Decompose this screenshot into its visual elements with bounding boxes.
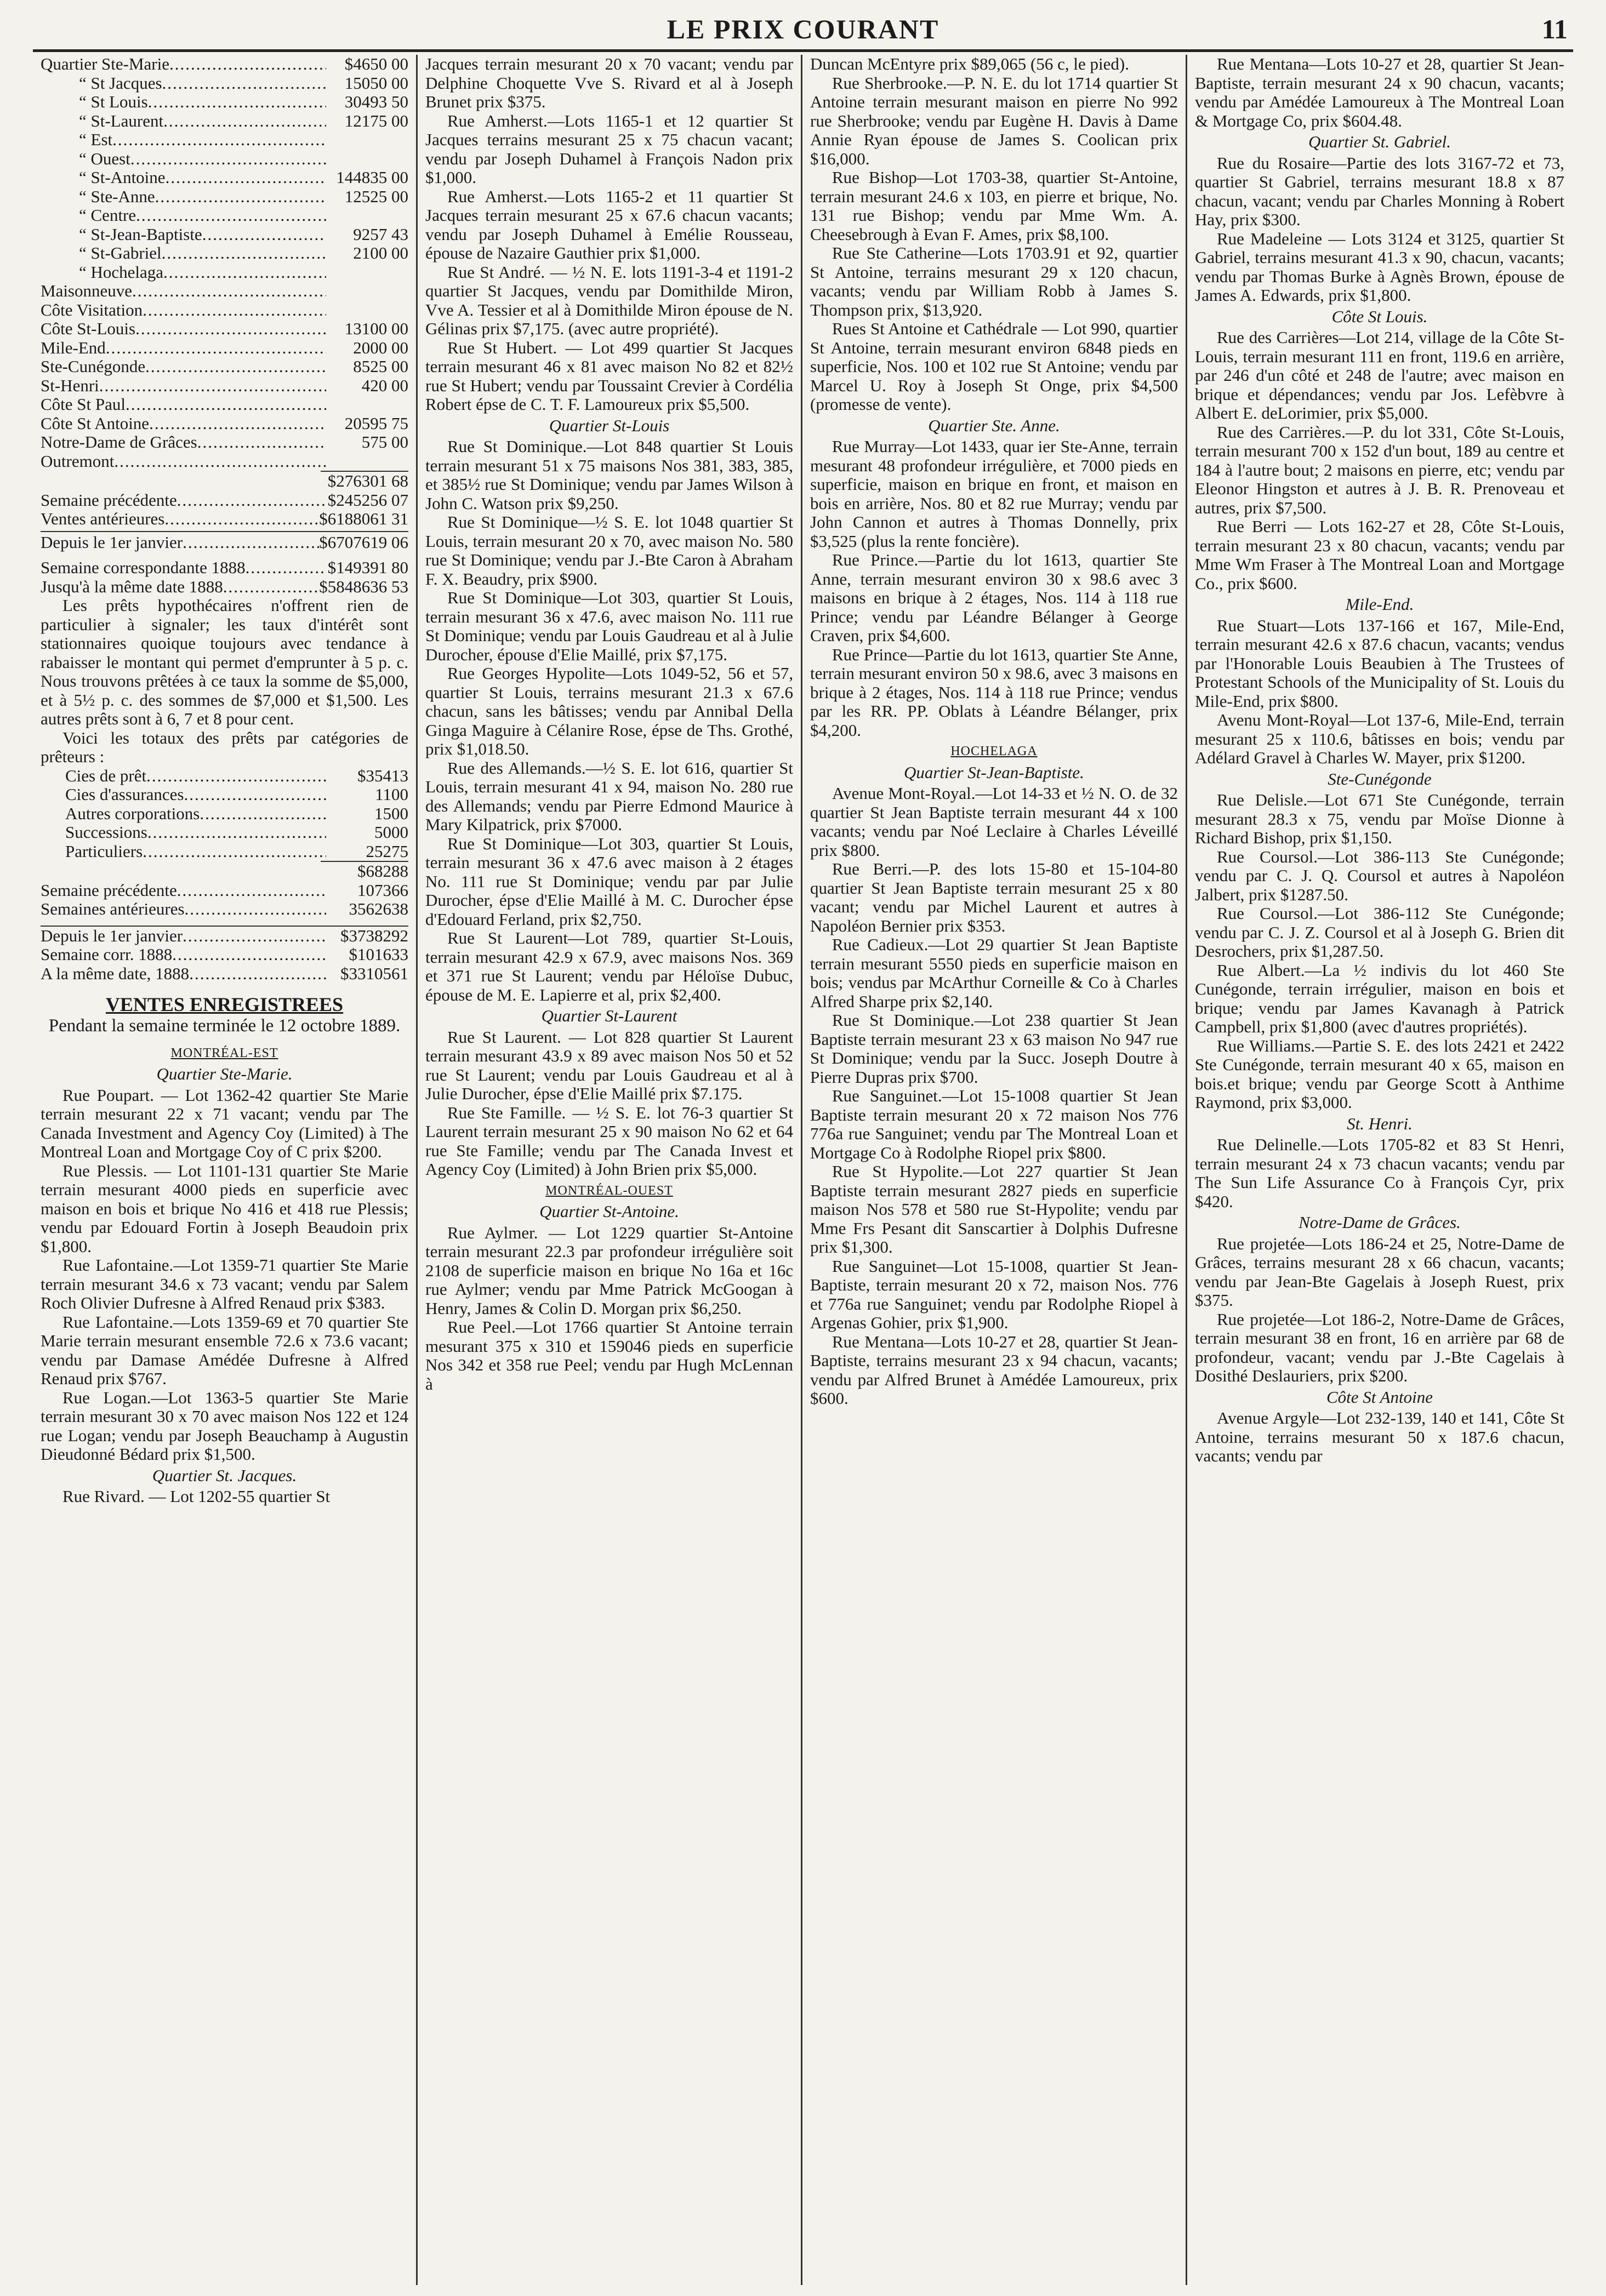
- stat-label: Côte Visitation: [41, 300, 143, 319]
- sale-entry: Rue Mentana—Lots 10-27 et 28, quartier St Jean-Baptiste, terrains mesurant 23 x 94 chacun, vacants; vendu par Alfred Brunet à Amédée Lamoureux, prix $600.: [810, 1332, 1178, 1408]
- sale-entry: Rue Plessis. — Lot 1101-131 quartier Ste Marie terrain mesurant 4000 pieds en superficie avec maison en bois et brique No 416 et 418 rue Plessis; vendu par Edouard Fortin à Joseph Beaudoin prix $1,800.: [41, 1161, 408, 1256]
- stat-label: Quartier Ste-Marie: [41, 55, 169, 73]
- column-1: [33, 55, 418, 2285]
- stat-row: [41, 339, 408, 358]
- ward-heading: St. Henri.: [1347, 1113, 1413, 1133]
- stat-row: [41, 395, 408, 414]
- stat-value: 420 00: [361, 375, 408, 395]
- stat-row: [41, 510, 408, 529]
- sale-entry: Rue Amherst.—Lots 1165-1 et 12 quartier St Jacques terrains mesurant 25 x 75 chacun vacant; vendu par Joseph Duhamel à François Nadon prix $1,000.: [425, 111, 793, 187]
- sale-entry: Rue Stuart—Lots 137-166 et 167, Mile-End, terrain mesurant 42.6 x 87.6 chacun, vacants; vendus par l'Honorable Louis Beaubien à The Trustees of Protestant Schools of the Municipality of St. Louis du Mile-End, prix $800.: [1195, 615, 1564, 711]
- stat-row: [41, 900, 408, 919]
- sale-entry: Rue des Allemands.—½ S. E. lot 616, quartier St Louis, terrain mesurant 41 x 94, maison No. 280 rue des Allemands; vendu par Pierre Edmond Maurice à Mary Kilpatrick, prix $7000.: [425, 758, 793, 834]
- stat-value: $3738292: [340, 926, 408, 945]
- sale-entry: Rue Logan.—Lot 1363-5 quartier Ste Marie terrain mesurant 30 x 70 avec maison Nos 122 et 124 rue Logan; vendu par Joseph Beauchamp à Augustin Dieudonné Bédard prix $1,500.: [41, 1387, 408, 1464]
- stat-row: [41, 927, 408, 946]
- ward-heading: Quartier St-Antoine.: [539, 1202, 679, 1221]
- masthead: [33, 10, 1573, 52]
- district-heading: HOCHELAGA: [950, 744, 1038, 758]
- stat-row: [41, 55, 408, 74]
- column-2: [418, 55, 802, 2285]
- stat-row: [41, 74, 408, 93]
- sale-entry: Rue Madeleine — Lots 3124 et 3125, quartier St Gabriel, terrains mesurant 41.3 x 90, chacun, vacants; vendu par Thomas Burke à Agnès Brown, épouse de James A. Edwards, prix $1,800.: [1195, 229, 1564, 305]
- sale-entry: Rue des Carrières.—P. du lot 331, Côte St-Louis, terrain mesurant 700 x 152 d'un bout, 189 au centre et 184 à l'autre bout; 2 maisons en pierre, etc; vendu par Eleonor Hingston et autres à J. B. R. Prenoveau et autres, prix $7,500.: [1195, 422, 1564, 517]
- stat-row: [41, 414, 408, 433]
- stat-row: [41, 263, 408, 282]
- sale-entry: Duncan McEntyre prix $89,065 (56 c, le pied).: [810, 55, 1129, 73]
- stat-label: Notre-Dame de Grâces: [41, 432, 197, 452]
- ward-heading: Côte St Antoine: [1326, 1387, 1433, 1407]
- stat-row: [41, 319, 408, 339]
- sale-entry: Rue Lafontaine.—Lot 1359-71 quartier Ste Marie terrain mesurant 34.6 x 73 vacant; vendu par Salem Roch Olivier Dufresne à Alfred Renaud prix $383.: [41, 1255, 408, 1312]
- stat-row: [41, 187, 408, 207]
- stat-value: 2000 00: [353, 338, 408, 357]
- stat-value: 5000: [374, 823, 408, 842]
- sale-entry: Rue Delinelle.—Lots 1705-82 et 83 St Henri, terrain mesurant 24 x 73 chacun vacants; vendu par The Sun Life Assurance Co à François Cyr, prix $420.: [1195, 1135, 1564, 1211]
- stat-row: [41, 206, 408, 225]
- stat-value: 1500: [374, 803, 408, 823]
- sale-entry: Rue Prince.—Partie du lot 1613, quartier Ste Anne, terrain mesurant environ 30 x 98.6 avec 3 maisons en brique à 2 étages, Nos. 114 à 118 rue Prince; vendu par Léandre Bélanger à George Craven, prix $4,600.: [810, 550, 1178, 645]
- stat-value: 13100 00: [344, 319, 408, 338]
- newspaper-title: LE PRIX COURANT: [667, 14, 939, 44]
- stat-row: [41, 168, 408, 187]
- sale-entry: Rue Aylmer. — Lot 1229 quartier St-Antoine terrain mesurant 22.3 par profondeur irrégulière soit 2108 de superficie maison en brique No 16a et 16c rue Aylmer; vendu par Mme Patrick McGoogan à Henry, James & Colin D. Morgan prix $6,250.: [425, 1223, 793, 1318]
- stat-value: 25275: [366, 841, 408, 861]
- stat-label: Semaine précédente: [41, 490, 177, 510]
- stat-row: [41, 785, 408, 804]
- stat-row: [41, 225, 408, 244]
- stat-value: $35413: [357, 766, 408, 785]
- ward-heading: Notre-Dame de Grâces.: [1299, 1213, 1461, 1232]
- sale-entry: Rue Rivard. — Lot 1202-55 quartier St: [62, 1487, 331, 1506]
- stat-label: Semaine correspondante 1888: [41, 558, 246, 577]
- sale-entry: Rue des Carrières—Lot 214, village de la Côte St-Louis, terrain mesurant 111 en front, 119.6 en arrière, par 246 d'un côté et 248 de l'autre; avec maison en brique et dépendances; vendu par Jos. Lefèbvre à Albert E. deLorimier, prix $5,000.: [1195, 328, 1564, 422]
- sale-entry: Rue Sherbrooke.—P. N. E. du lot 1714 quartier St Antoine terrain mesurant maison en pierre No 992 rue Sherbrooke; vendu par Eugène H. Davis à Dame Annie Ryan épouse de James S. Coolican prix $16,000.: [810, 73, 1178, 168]
- sale-entry: Rue Peel.—Lot 1766 quartier St Antoine terrain mesurant 375 x 310 et 159046 pieds en superficie Nos 342 et 358 rue Peel; vendu par Hugh McLennan à: [425, 1317, 793, 1393]
- stat-row: [41, 433, 408, 452]
- sale-entry: Avenue Mont-Royal.—Lot 14-33 et ½ N. O. de 32 quartier St Jean Baptiste terrain mesurant 44 x 100 vacants; vendu par Noé Leclaire à Charles Léveillé prix $800.: [810, 784, 1178, 860]
- sales-heading: VENTES ENREGISTREES: [105, 993, 344, 1015]
- sale-entry: Rue Amherst.—Lots 1165-2 et 11 quartier St Jacques terrain mesurant 25 x 67.6 chacun vacants; vendu par Joseph Duhamel à Emélie Rousseau, épouse de Nazaire Gauthier prix $1,000.: [425, 186, 793, 262]
- sale-entry: Rue Berri — Lots 162-27 et 28, Côte St-Louis, terrain mesurant 23 x 80 chacun, vacants; vendu par Mme Wm Fraser à The Montreal Loan and Mortgage Co., prix $600.: [1195, 517, 1564, 593]
- sale-entry: Rue St Dominique—Lot 303, quartier St Louis, terrain mesurant 36 x 47.6 avec maison à 2 étages No. 111 rue St Dominique; vendu par par Julie Durocher, épse d'Elie Maillé à M. C. Durocher épse d'Edouard Ferland, prix $2,750.: [425, 833, 793, 929]
- stat-label: St-Henri: [41, 375, 99, 395]
- ward-heading: Quartier St-Laurent: [541, 1006, 677, 1025]
- stat-value: $6188061 31: [319, 509, 408, 528]
- stat-label: Depuis le 1er janvier: [41, 926, 183, 945]
- ward-heading: Quartier St-Louis: [549, 415, 670, 435]
- column-3: [802, 55, 1187, 2285]
- stat-label: “ Est: [79, 130, 113, 149]
- stat-row: [41, 282, 408, 301]
- sale-entry: Rue Delisle.—Lot 671 Ste Cunégonde, terrain mesurant 28.3 x 75, vendu par Moïse Dionne à Richard Bishop, prix $1,150.: [1195, 790, 1564, 847]
- stat-label: “ Hochelaga: [79, 262, 164, 282]
- stat-value: 15050 00: [344, 73, 408, 93]
- sale-entry: Rue Williams.—Partie S. E. des lots 2421 et 2422 Ste Cunégonde, terrain mesurant 40 x 65, maison en bois.et brique; vendu par George Scott à Anthime Raymond, prix $3,000.: [1195, 1036, 1564, 1112]
- stat-value: 9257 43: [353, 224, 408, 244]
- sale-entry: Rue Coursol.—Lot 386-113 Ste Cunégonde; vendu par C. J. Q. Coursol et autres à Napoléon Jalbert, prix $1287.50.: [1195, 847, 1564, 904]
- sale-entry: Avenue Argyle—Lot 232-139, 140 et 141, Côte St Antoine, terrains mesurant 50 x 187.6 chacun, vacants; vendu par: [1195, 1408, 1564, 1465]
- sale-entry: Rue St Hubert. — Lot 499 quartier St Jacques terrain mesurant 46 x 81 avec maison No 82 et 82½ rue St Hubert; vendu par Toussaint Crevier à Cordélia Robert épse de C. T. F. Lamoureux prix $5,500.: [425, 338, 793, 414]
- stat-value: 20595 75: [344, 413, 408, 433]
- lenders-table: [41, 767, 408, 861]
- stat-value: 107366: [357, 880, 408, 900]
- sale-entry: Jacques terrain mesurant 20 x 70 vacant; vendu par Delphine Choquette Vve S. Rivard et al à Joseph Brunet prix $375.: [425, 55, 793, 111]
- stat-value: $149391 80: [327, 558, 408, 577]
- stat-row: [41, 150, 408, 169]
- stat-label: “ St Louis: [79, 92, 148, 111]
- district-heading: MONTRÉAL-OUEST: [545, 1183, 673, 1198]
- stat-label: Côte St Paul: [41, 395, 126, 414]
- stat-value: 12525 00: [344, 186, 408, 206]
- sale-entry: Rue St Dominique.—Lot 848 quartier St Louis terrain mesurant 51 x 75 maisons Nos 381, 383, 385, et 385½ rue St Dominique; vendu par James Wilson à John C. Watson prix $9,250.: [425, 437, 793, 513]
- sale-entry: Rue St Laurent—Lot 789, quartier St-Louis, terrain mesurant 42.9 x 67.9, avec maisons Nos. 369 et 371 rue St Laurent; vendu par Héloïse Dubuc, épouse de M. E. Lapierre et al, prix $2,400.: [425, 928, 793, 1004]
- stat-label: “ St-Antoine: [79, 168, 166, 187]
- stat-label: “ Centre: [79, 205, 136, 225]
- sale-entry: Rue Prince—Partie du lot 1613, quartier Ste Anne, terrain mesurant environ 50 x 98.6, avec 3 maisons en brique à 2 étages, Nos. 114 à 118 rue Prince; vendus par les RR. PP. Oblats à Léandre Bélanger, prix $4,200.: [810, 644, 1178, 740]
- stat-row: [41, 558, 408, 578]
- stat-row: [41, 964, 408, 984]
- ward-heading: Quartier St. Jacques.: [152, 1465, 297, 1485]
- stat-row: [41, 823, 408, 842]
- stat-label: “ St-Laurent: [79, 111, 164, 130]
- ward-heading: Quartier St-Jean-Baptiste.: [904, 762, 1084, 782]
- sale-entry: Rue Ste Famille. — ½ S. E. lot 76-3 quartier St Laurent terrain mesurant 25 x 90 maison No 62 et 64 rue Ste Famille; vendu par The Canada Invest et Agency Coy (Limited) à John Brien prix $5,000.: [425, 1103, 793, 1179]
- sale-entry: Rue Murray—Lot 1433, quar ier Ste-Anne, terrain mesurant 48 profondeur irrégulière, et 7000 pieds en superficie, maison en brique en front, et maison en bois en arrière, Nos. 80 et 82 rue Murray; vendu par John Cannon et autres à Thomas Donnelly, prix $3,525 (plus la rente foncière).: [810, 437, 1178, 551]
- stat-label: Côte St-Louis: [41, 319, 136, 338]
- stat-value: 12175 00: [344, 111, 408, 130]
- stat-row: [41, 767, 408, 786]
- stat-value: $101633: [349, 945, 408, 964]
- sale-entry: Rue Cadieux.—Lot 29 quartier St Jean Baptiste terrain mesurant 5550 pieds en superficie maison en bois; vendus par McArthur Corneille & Co à Charles Alfred Sharpe prix $2,140.: [810, 935, 1178, 1011]
- sale-entry: Rue projetée—Lot 186-2, Notre-Dame de Grâces, terrain mesurant 38 en front, 16 en arrière par 68 de profondeur, vacant; vendu par J.-Bte Cagelais à Dosithé Deslauriers, prix $200.: [1195, 1309, 1564, 1385]
- stat-row: [41, 112, 408, 131]
- stat-label: Jusqu'à la même date 1888: [41, 576, 223, 596]
- stat-row: [41, 945, 408, 964]
- weekly-total: $276301 68: [41, 471, 408, 491]
- sale-entry: Avenu Mont-Royal—Lot 137-6, Mile-End, terrain mesurant 25 x 110.6, bâtisses en bois; vendu par Adélard Gravel à Charles W. Mayer, prix $1200.: [1195, 710, 1564, 767]
- stat-row: [41, 578, 408, 597]
- stat-label: Ventes antérieures: [41, 509, 165, 528]
- stat-label: “ St-Jean-Baptiste: [79, 224, 202, 244]
- sale-entry: Rue Georges Hypolite—Lots 1049-52, 56 et 57, quartier St Louis, terrains mesurant 21.3 x 67.6 chacun, sans les bâtisses; vendu par Annibal Della Ginga Maguire à Célanire Rose, épse de Ths. Grothé, prix $1,018.50.: [425, 664, 793, 758]
- ward-heading: Quartier Ste. Anne.: [928, 415, 1060, 435]
- stat-value: $245256 07: [327, 490, 408, 510]
- stat-value: 144835 00: [336, 168, 408, 187]
- stat-label: “ St-Gabriel: [79, 243, 162, 262]
- stat-value: 8525 00: [353, 357, 408, 376]
- sale-entry: Rue Sanguinet—Lot 15-1008, quartier St Jean-Baptiste, terrain mesurant 20 x 72, maison Nos. 776 et 776a rue Sanguinet; vendu par Rodolphe Riopel à Argenas Gohier, prix $1,900.: [810, 1256, 1178, 1332]
- stat-label: Semaines antérieures: [41, 899, 185, 918]
- sale-entry: Rue Poupart. — Lot 1362-42 quartier Ste Marie terrain mesurant 22 x 71 vacant; vendu par The Canada Investment and Agency Coy (Limited) à The Montreal Loan and Mortgage Coy of C prix $200.: [41, 1085, 408, 1161]
- comparison-1888: [41, 558, 408, 596]
- stat-label: Particuliers: [65, 841, 143, 861]
- ward-totals-table: [41, 55, 408, 471]
- stat-value: $4650 00: [344, 55, 408, 73]
- stat-row: [41, 301, 408, 320]
- sale-entry: Rue Coursol.—Lot 386-112 Ste Cunégonde; vendu par C. J. Z. Coursol et al à Joseph G. Brien dit Desrochers, prix $1,287.50.: [1195, 904, 1564, 961]
- stat-row: [41, 491, 408, 510]
- stat-row: [41, 93, 408, 112]
- sale-entry: Rue St Dominique—Lot 303, quartier St Louis, terrain mesurant 36 x 47.6, avec maison No. 111 rue St Dominique; vendu par Louis Gaudreau et al à Julie Durocher, épouse d'Elie Maillé, prix $7,175.: [425, 588, 793, 664]
- ward-heading: Mile-End.: [1345, 595, 1414, 614]
- sale-entry: Rue Mentana—Lots 10-27 et 28, quartier St Jean-Baptiste, terrain mesurant 24 x 90 chacun, vacants; vendu par Amédée Lamoureux à The Montreal Loan & Mortgage Co, prix $604.48.: [1195, 55, 1564, 130]
- page-number: 11: [1541, 14, 1568, 44]
- sale-entry: Rue Berri.—P. des lots 15-80 et 15-104-80 quartier St Jean Baptiste terrain mesurant 25 x 80 vacant; vendu par Michel Laurent et autres à Napoléon Bernier prix $353.: [810, 859, 1178, 935]
- sale-entry: Rue Lafontaine.—Lots 1359-69 et 70 quartier Ste Marie terrain mesurant ensemble 72.6 x 73.6 vacant; vendu par Damase Amédée Dufresne à Alfred Renaud prix $767.: [41, 1312, 408, 1388]
- stat-label: A la même date, 1888: [41, 963, 190, 983]
- stat-value: 30493 50: [344, 92, 408, 111]
- ward-heading: Côte St Louis.: [1331, 306, 1428, 326]
- stat-value: 2100 00: [353, 243, 408, 262]
- loans-since-january: [41, 926, 408, 984]
- stat-row: [41, 244, 408, 263]
- stat-row: [41, 130, 408, 150]
- stat-label: Ste-Cunégonde: [41, 357, 146, 376]
- since-january-row: Depuis le 1er janvier ..... $6707619 06: [41, 531, 408, 552]
- sale-entry: Rue Albert.—La ½ indivis du lot 460 Ste Cunégonde, terrain irrégulier, maison en bois et brique; vendu par James Kavanagh à Patrick Campbell, prix $1,800 (avec d'autres propriétés).: [1195, 960, 1564, 1036]
- stat-value: 3562638: [349, 899, 408, 918]
- sale-entry: Rue St Dominique—½ S. E. lot 1048 quartier St Louis, terrain mesurant 20 x 70, avec maison No. 580 rue St Dominique; vendu par J.-Bte Caron à Abraham F. X. Beaudry, prix $900.: [425, 512, 793, 589]
- stat-label: Semaine précédente: [41, 880, 177, 900]
- stat-label: Semaine corr. 1888: [41, 945, 173, 964]
- stat-label: Autres corporations: [65, 803, 200, 823]
- column-4: [1187, 55, 1572, 2285]
- sale-entry: Rue Sanguinet.—Lot 15-1008 quartier St Jean Baptiste terrain mesurant 20 x 72 maison Nos 776 776a rue Sanguinet; vendu par The Montreal Loan et Mortgage Co à Rodolphe Riopel prix $800.: [810, 1086, 1178, 1162]
- stat-row: [41, 842, 408, 861]
- stat-row: [41, 357, 408, 376]
- loans-paragraph: Les prêts hypothécaires n'offrent rien de particulier à signaler; les taux d'intérêt sont stationnaires quoique toujours avec tendance à rabaisser le montant qui permet d'emprunter à 5 p. c. Nous trouvons prêtées à ce taux la somme de $5,000, et à 5½ p. c. des sommes de $7,000 et $1,500. Les autres prêts sont à 6, 7 et 8 pour cent.: [41, 596, 408, 728]
- ward-heading: Quartier Ste-Marie.: [156, 1064, 293, 1083]
- stat-value: 575 00: [361, 432, 408, 452]
- stat-value: 1100: [375, 785, 408, 804]
- stat-row: [41, 452, 408, 471]
- stat-label: Mile-End: [41, 338, 106, 357]
- stat-label: “ Ste-Anne: [79, 186, 155, 206]
- sale-entry: Rue Ste Catherine—Lots 1703.91 et 92, quartier St Antoine, terrains mesurant 29 x 120 chacun, vacants; vendu par William Robb à James S. Thompson prix, $13,920.: [810, 243, 1178, 319]
- sale-entry: Rue projetée—Lots 186-24 et 25, Notre-Dame de Grâces, terrains mesurant 28 x 66 chacun, vacants; vendu par Jean-Bte Gagelais à Joseph Ruest, prix $375.: [1195, 1233, 1564, 1310]
- page-columns: [33, 55, 1573, 2285]
- sale-entry: Rue Bishop—Lot 1703-38, quartier St-Antoine, terrain mesurant 24.6 x 103, en pierre et brique, No. 131 rue Bishop; vendu par Mme Wm. A. Cheesebrough à Evan F. Ames, prix $8,100.: [810, 168, 1178, 244]
- stat-label: “ Ouest: [79, 149, 130, 168]
- sale-entry: Rue St Hypolite.—Lot 227 quartier St Jean Baptiste terrain mesurant 2827 pieds en superficie maison Nos 578 et 580 rue St-Hypolite; vendu par Mme Frs Pesant dit Sanscartier à Dolphis Dufresne prix $1,300.: [810, 1162, 1178, 1256]
- stat-label: Cies d'assurances: [65, 785, 184, 804]
- ward-heading: Ste-Cunégonde: [1328, 769, 1432, 789]
- stat-label: “ St Jacques: [79, 73, 162, 93]
- sale-entry: Rue St André. — ½ N. E. lots 1191-3-4 et 1191-2 quartier St Jacques, vendu par Domithilde Miron, Vve A. Tessier et al à Domithilde Miron épouse de N. Gélinas prix $7,175. (avec autre propriété).: [425, 262, 793, 338]
- stat-label: Cies de prêt: [65, 766, 147, 785]
- lenders-intro: Voici les totaux des prêts par catégories de prêteurs :: [41, 728, 408, 766]
- lenders-total: $68288: [41, 861, 408, 881]
- sales-entries: [41, 1086, 408, 1464]
- stat-label: Côte St Antoine: [41, 413, 150, 433]
- stat-value: $3310561: [340, 963, 408, 983]
- ward-heading: Quartier St. Gabriel.: [1308, 132, 1451, 151]
- stat-value: $5848636 53: [319, 576, 408, 596]
- stat-row: [41, 376, 408, 396]
- stat-label: Successions: [65, 823, 147, 842]
- stat-row: [41, 881, 408, 900]
- sale-entry: Rues St Antoine et Cathédrale — Lot 990, quartier St Antoine, terrain mesurant environ 6848 pieds en superficie, Nos. 100 et 102 rue St Antoine; vendu par Marcel U. Roy à Joseph St Onge, prix $4,500 (promesse de vente).: [810, 319, 1178, 414]
- sale-entry: Rue St Dominique.—Lot 238 quartier St Jean Baptiste terrain mesurant 23 x 63 maison No 947 rue St Dominique; vendu par la Succ. Joseph Doutre à Pierre Dupras prix $700.: [810, 1010, 1178, 1087]
- stat-label: Outremont: [41, 451, 115, 471]
- stat-row: [41, 804, 408, 824]
- sale-entry: Rue St Laurent. — Lot 828 quartier St Laurent terrain mesurant 43.9 x 89 avec maison Nos 50 et 52 rue St Laurent; vendu par Louis Gaudreau et al à Julie Durocher, épse d'Elie Maillé prix $7.175.: [425, 1027, 793, 1103]
- stat-label: Maisonneuve: [41, 281, 133, 300]
- loans-previous: [41, 881, 408, 919]
- sales-subheading: Pendant la semaine terminée le 12 octobre 1889.: [48, 1015, 401, 1036]
- sale-entry: Rue du Rosaire—Partie des lots 3167-72 et 73, quartier St Gabriel, terrains mesurant 18.8 x 87 chacun, vacant; vendu par Charles Monning à Robert Hay, prix $300.: [1195, 153, 1564, 229]
- district-heading: MONTRÉAL-EST: [170, 1046, 278, 1060]
- previous-totals: [41, 491, 408, 529]
